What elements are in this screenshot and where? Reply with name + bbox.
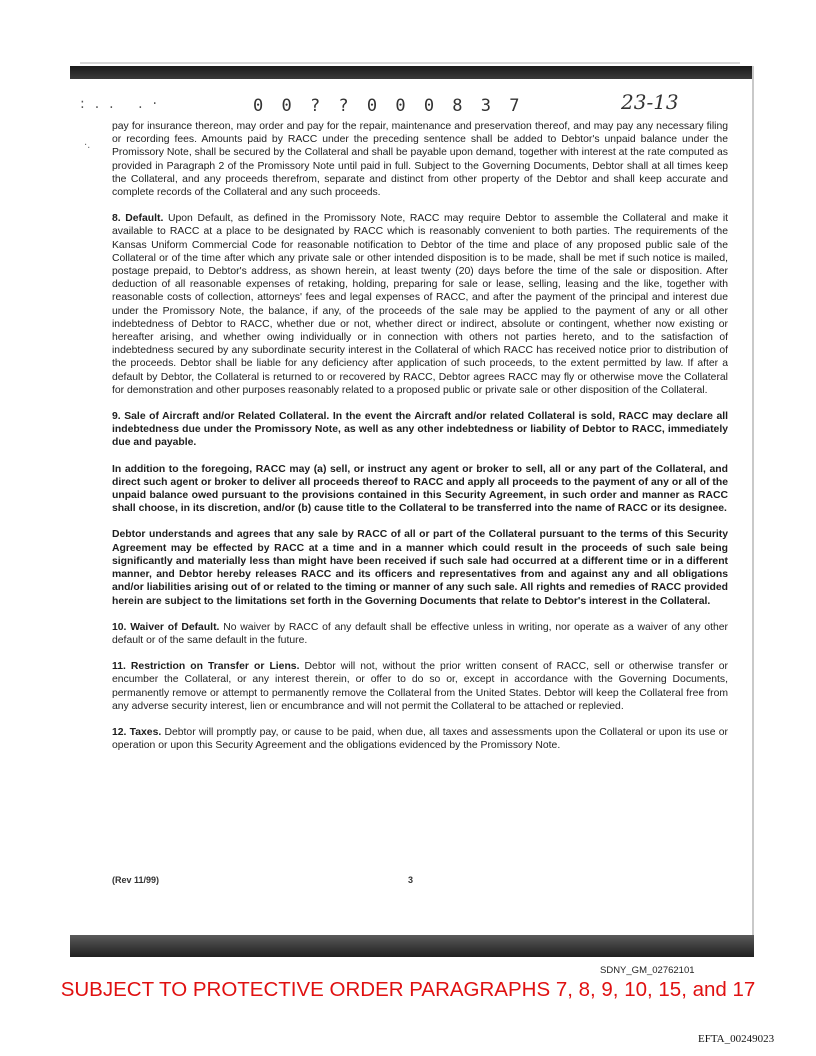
- scan-specks: :.. .·: [80, 96, 167, 112]
- paragraph-text: pay for insurance thereon, may order and pay for the repair, maintenance and preservation thereof, and may pay any necessary filing or recording fees. Amounts paid by RACC under the preceding sentence shall be added to Debtor's unpaid balance under the Promissory Note, shall be secured by the Collateral and shall be payable upon demand, together with interest at the rate computed as provided in Paragraph 2 of the Promissory Note until paid in full. Subject to the Governing Documents, Debtor shall at all times keep the Collateral, and any proceeds therefrom, separate and distinct from other property of the Debtor and shall keep accurate and complete records of the Collateral and any such proceeds.: [112, 121, 728, 199]
- handwritten-note: 23-13: [621, 90, 679, 114]
- scan-right-edge: [752, 66, 754, 956]
- scan-top-faint-line: [80, 62, 740, 64]
- paragraph-heading: 11. Restriction on Transfer or Liens.: [112, 661, 300, 673]
- paragraph: [112, 660, 728, 713]
- paragraph-heading: 12. Taxes.: [112, 726, 162, 738]
- paragraph-text: Debtor will not, without the prior written consent of RACC, sell or otherwise transfer or encumber the Collateral, or any interest therein, or offer to do so or, except in accordance with the Governing Documents, permanently remove or attempt to permanently remove the Collateral from the United States. Debtor will keep the Collateral free from any adverse security interest, lien or encumbrance and will not permit the Collateral to be attached or replevied.: [112, 661, 728, 712]
- footer-revision: (Rev 11/99): [112, 875, 160, 885]
- paragraph-heading: 8. Default.: [112, 213, 164, 225]
- protective-order-banner: SUBJECT TO PROTECTIVE ORDER PARAGRAPHS 7, 8, 9, 10, 15, and 17: [60, 978, 756, 1001]
- paragraph-text: Debtor will promptly pay, or cause to be paid, when due, all taxes and assessments upon the Collateral or upon its use or operation or upon this Security Agreement and the obligations evidenced by the Promissory Note.: [112, 726, 728, 752]
- paragraph-text: In addition to the foregoing, RACC may (a) sell, or instruct any agent or broker to sell, all or any part of the Collateral, and direct such agent or broker to deliver all proceeds thereof to RACC and apply all proceeds to the payment of any or all of the unpaid balance owed pursuant to the provisions contained in this Security Agreement, in such order and manner as RACC shall choose, in its discretion, and/or (b) cause title to the Collateral to be transferred into the name of RACC or its designee.: [112, 463, 728, 515]
- paragraph-text: In the event the Aircraft and/or related Collateral is sold, RACC may declare all indebtedness due under the Promissory Note, as well as any other indebtedness or liability of Debtor to RACC, immediately due and payable.: [112, 411, 728, 449]
- paragraph: [112, 212, 728, 397]
- scan-bottom-border: [70, 935, 754, 957]
- paragraph: [112, 621, 728, 647]
- paragraph-text: Debtor understands and agrees that any sale by RACC of all or part of the Collateral pursuant to the terms of this Security Agreement may be effected by RACC at a time and in a manner which could result in the proceeds of such sale being significantly and materially less than might have been received if such sale had occurred at a different time or in a different manner, and Debtor hereby releases RACC and its officers and representatives from and against any and all obligations and/or liabilities arising out of or related to the timing or manner of any such sale. All rights and remedies of RACC provided herein are subject to the limitations set forth in the Governing Documents that relate to Debtor's interest in the Collateral.: [112, 529, 728, 607]
- scan-speck-left: ·.: [84, 140, 91, 151]
- efta-number: EFTA_00249023: [698, 1033, 775, 1045]
- paragraph: [112, 726, 728, 752]
- paragraph: [112, 528, 728, 607]
- paragraph-heading: 10. Waiver of Default.: [112, 621, 220, 633]
- scan-top-border: [70, 66, 753, 79]
- document-id: SDNY_GM_02762101: [600, 965, 695, 976]
- paragraph-heading: 9. Sale of Aircraft and/or Related Collateral.: [112, 411, 330, 423]
- page-number: 3: [408, 875, 414, 885]
- paragraph: [112, 410, 728, 450]
- paragraph-text: No waiver by RACC of any default shall be effective unless in writing, nor operate as a waiver of any other default or of the same default in the future.: [112, 621, 729, 646]
- paragraph-text: Upon Default, as defined in the Promissory Note, RACC may require Debtor to assemble the Collateral and make it available to RACC at a place to be designated by RACC which is reasonably convenient to both parties. The requirements of the Kansas Uniform Commercial Code for reasonable notification to Debtor of the time and place of any proposed public sale of the Collateral or of the time after which any private sale or other intended disposition is to be made, shall be met if such notice is mailed, postage prepaid, to Debtor's address, as shown herein, at least twenty (20) days before the time of the sale or disposition. After deduction of all reasonable expenses of retaking, holding, preparing for sale or lease, selling, leasing and the like, together with reasonable costs of collection, attorneys' fees and legal expenses of RACC, and after the payment of the principal and interest due under the Promissory Note, the balance, if any, of the proceeds of the sale may be applied to the payment of any or all other indebtedness of Debtor to RACC, whether due or not, whether direct or indirect, absolute or contingent, whether now existing or hereafter arising, and whether owing individually or in connection with others not parties hereto, and to the satisfaction of indebtedness secured by any subordinate security interest in the Collateral of which RACC has received notice prior to distribution of the proceeds. Debtor shall be liable for any deficiency after application of such proceeds, to the extent permitted by law. If after a default by Debtor, the Collateral is returned to or recovered by RACC, Debtor agrees RACC may fly or otherwise move the Collateral for demonstration and other purposes reasonably related to a proposed public or private sale or other disposition of the Collateral.: [112, 213, 729, 396]
- document-body: [112, 120, 728, 765]
- paragraph: [112, 463, 728, 516]
- paragraph: [112, 120, 728, 199]
- bates-stamp: 0 0 ? ? 0 0 0 8 3 7: [253, 96, 524, 116]
